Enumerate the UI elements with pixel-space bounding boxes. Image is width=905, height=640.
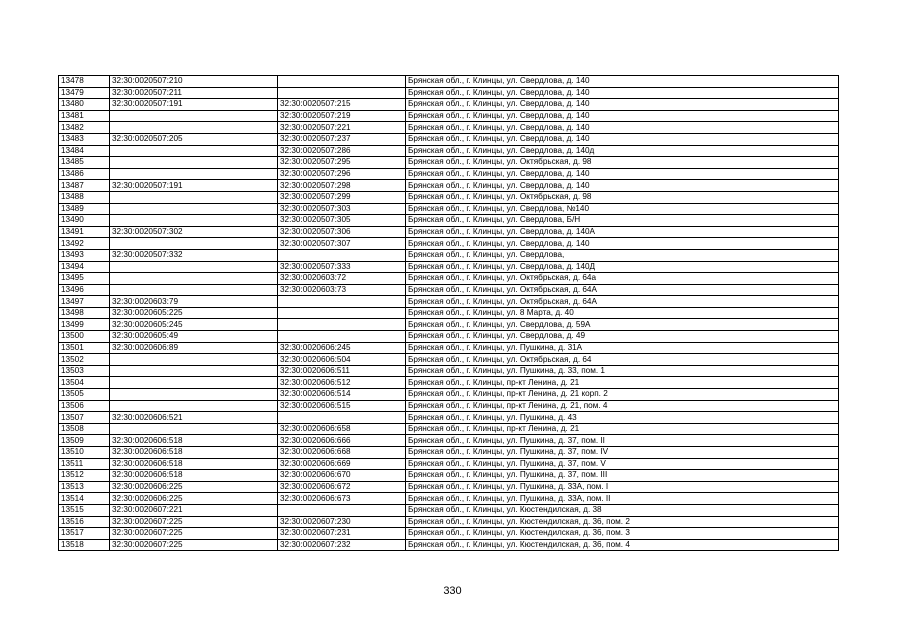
cadastral-number-cell: 32:30:0020605:49 xyxy=(110,331,278,343)
related-cadastral-number-cell xyxy=(278,307,406,319)
table-row xyxy=(59,423,839,435)
address-cell: Брянская обл., г. Клинцы, ул. Свердлова, д. 140 xyxy=(406,133,839,145)
address-cell: Брянская обл., г. Клинцы, пр-кт Ленина, д. 21 корп. 2 xyxy=(406,389,839,401)
related-cadastral-number-cell: 32:30:0020507:333 xyxy=(278,261,406,273)
related-cadastral-number-cell: 32:30:0020507:305 xyxy=(278,215,406,227)
address-cell: Брянская обл., г. Клинцы, ул. Кюстендилская, д. 36, пом. 2 xyxy=(406,516,839,528)
table-row xyxy=(59,377,839,389)
address-cell: Брянская обл., г. Клинцы, ул. Октябрьская, д. 64А xyxy=(406,284,839,296)
table-row xyxy=(59,528,839,540)
related-cadastral-number-cell: 32:30:0020606:670 xyxy=(278,470,406,482)
cadastral-number-cell xyxy=(110,261,278,273)
cadastral-number-cell: 32:30:0020507:211 xyxy=(110,87,278,99)
related-cadastral-number-cell: 32:30:0020606:515 xyxy=(278,400,406,412)
related-cadastral-number-cell: 32:30:0020607:231 xyxy=(278,528,406,540)
related-cadastral-number-cell: 32:30:0020606:512 xyxy=(278,377,406,389)
row-number-cell: 13485 xyxy=(59,157,110,169)
table-row xyxy=(59,539,839,551)
row-number-cell: 13518 xyxy=(59,539,110,551)
related-cadastral-number-cell: 32:30:0020606:673 xyxy=(278,493,406,505)
row-number-cell: 13508 xyxy=(59,423,110,435)
address-cell: Брянская обл., г. Клинцы, ул. Свердлова, д. 140 xyxy=(406,238,839,250)
row-number-cell: 13494 xyxy=(59,261,110,273)
cadastral-number-cell: 32:30:0020507:302 xyxy=(110,226,278,238)
address-cell: Брянская обл., г. Клинцы, ул. Свердлова, Б/Н xyxy=(406,215,839,227)
cadastral-number-cell xyxy=(110,354,278,366)
row-number-cell: 13509 xyxy=(59,435,110,447)
address-cell: Брянская обл., г. Клинцы, ул. Пушкина, д. 37, пом. IV xyxy=(406,447,839,459)
related-cadastral-number-cell: 32:30:0020507:295 xyxy=(278,157,406,169)
table-row xyxy=(59,412,839,424)
table-row xyxy=(59,261,839,273)
row-number-cell: 13516 xyxy=(59,516,110,528)
cadastral-number-cell: 32:30:0020605:225 xyxy=(110,307,278,319)
row-number-cell: 13501 xyxy=(59,342,110,354)
registry-table-body xyxy=(59,76,839,551)
table-row xyxy=(59,122,839,134)
related-cadastral-number-cell: 32:30:0020507:298 xyxy=(278,180,406,192)
table-row xyxy=(59,168,839,180)
cadastral-number-cell xyxy=(110,191,278,203)
row-number-cell: 13510 xyxy=(59,447,110,459)
address-cell: Брянская обл., г. Клинцы, ул. Свердлова, д. 140Д xyxy=(406,261,839,273)
page-number: 330 xyxy=(443,585,462,597)
related-cadastral-number-cell: 32:30:0020603:73 xyxy=(278,284,406,296)
cadastral-number-cell: 32:30:0020507:191 xyxy=(110,180,278,192)
table-row xyxy=(59,354,839,366)
row-number-cell: 13515 xyxy=(59,504,110,516)
related-cadastral-number-cell: 32:30:0020606:514 xyxy=(278,389,406,401)
address-cell: Брянская обл., г. Клинцы, ул. Свердлова, д. 140 xyxy=(406,110,839,122)
row-number-cell: 13483 xyxy=(59,133,110,145)
cadastral-number-cell xyxy=(110,122,278,134)
cadastral-number-cell: 32:30:0020605:245 xyxy=(110,319,278,331)
row-number-cell: 13517 xyxy=(59,528,110,540)
table-row xyxy=(59,203,839,215)
table-row xyxy=(59,191,839,203)
table-row xyxy=(59,180,839,192)
row-number-cell: 13500 xyxy=(59,331,110,343)
address-cell: Брянская обл., г. Клинцы, ул. Свердлова, д. 140 xyxy=(406,168,839,180)
cadastral-number-cell: 32:30:0020507:332 xyxy=(110,249,278,261)
cadastral-number-cell: 32:30:0020607:221 xyxy=(110,504,278,516)
row-number-cell: 13484 xyxy=(59,145,110,157)
table-row xyxy=(59,342,839,354)
cadastral-number-cell xyxy=(110,238,278,250)
table-row xyxy=(59,215,839,227)
address-cell: Брянская обл., г. Клинцы, ул. Свердлова, д. 59А xyxy=(406,319,839,331)
cadastral-number-cell: 32:30:0020606:225 xyxy=(110,481,278,493)
cadastral-number-cell: 32:30:0020507:191 xyxy=(110,99,278,111)
table-row xyxy=(59,284,839,296)
cadastral-number-cell: 32:30:0020606:518 xyxy=(110,470,278,482)
address-cell: Брянская обл., г. Клинцы, ул. Октябрьская, д. 98 xyxy=(406,191,839,203)
address-cell: Брянская обл., г. Клинцы, ул. Свердлова, д. 140 xyxy=(406,87,839,99)
table-row xyxy=(59,470,839,482)
related-cadastral-number-cell: 32:30:0020507:306 xyxy=(278,226,406,238)
table-row xyxy=(59,331,839,343)
related-cadastral-number-cell xyxy=(278,296,406,308)
cadastral-number-cell: 32:30:0020607:225 xyxy=(110,516,278,528)
row-number-cell: 13481 xyxy=(59,110,110,122)
table-row xyxy=(59,389,839,401)
row-number-cell: 13488 xyxy=(59,191,110,203)
row-number-cell: 13512 xyxy=(59,470,110,482)
table-row xyxy=(59,493,839,505)
table-row xyxy=(59,447,839,459)
cadastral-number-cell xyxy=(110,145,278,157)
row-number-cell: 13492 xyxy=(59,238,110,250)
row-number-cell: 13496 xyxy=(59,284,110,296)
related-cadastral-number-cell: 32:30:0020507:296 xyxy=(278,168,406,180)
cadastral-number-cell: 32:30:0020606:518 xyxy=(110,447,278,459)
address-cell: Брянская обл., г. Клинцы, ул. Свердлова, д. 140д xyxy=(406,145,839,157)
table-row xyxy=(59,157,839,169)
row-number-cell: 13495 xyxy=(59,273,110,285)
related-cadastral-number-cell: 32:30:0020507:221 xyxy=(278,122,406,134)
related-cadastral-number-cell xyxy=(278,319,406,331)
related-cadastral-number-cell: 32:30:0020606:666 xyxy=(278,435,406,447)
table-row xyxy=(59,76,839,88)
address-cell: Брянская обл., г. Клинцы, ул. Пушкина, д. 33А, пом. II xyxy=(406,493,839,505)
related-cadastral-number-cell: 32:30:0020607:230 xyxy=(278,516,406,528)
address-cell: Брянская обл., г. Клинцы, ул. Октябрьская, д. 64А xyxy=(406,296,839,308)
address-cell: Брянская обл., г. Клинцы, ул. Кюстендилская, д. 36, пом. 4 xyxy=(406,539,839,551)
related-cadastral-number-cell: 32:30:0020507:219 xyxy=(278,110,406,122)
address-cell: Брянская обл., г. Клинцы, ул. Свердлова, д. 140А xyxy=(406,226,839,238)
address-cell: Брянская обл., г. Клинцы, ул. Пушкина, д. 37, пом. III xyxy=(406,470,839,482)
row-number-cell: 13511 xyxy=(59,458,110,470)
table-row xyxy=(59,458,839,470)
address-cell: Брянская обл., г. Клинцы, ул. Кюстендилская, д. 36, пом. 3 xyxy=(406,528,839,540)
address-cell: Брянская обл., г. Клинцы, ул. Пушкина, д. 37, пом. II xyxy=(406,435,839,447)
row-number-cell: 13507 xyxy=(59,412,110,424)
address-cell: Брянская обл., г. Клинцы, ул. Свердлова, д. 140 xyxy=(406,76,839,88)
table-row xyxy=(59,481,839,493)
row-number-cell: 13478 xyxy=(59,76,110,88)
cadastral-number-cell: 32:30:0020507:205 xyxy=(110,133,278,145)
related-cadastral-number-cell: 32:30:0020606:668 xyxy=(278,447,406,459)
table-row xyxy=(59,87,839,99)
row-number-cell: 13486 xyxy=(59,168,110,180)
cadastral-number-cell xyxy=(110,389,278,401)
table-row xyxy=(59,99,839,111)
cadastral-number-cell: 32:30:0020603:79 xyxy=(110,296,278,308)
row-number-cell: 13514 xyxy=(59,493,110,505)
table-row xyxy=(59,307,839,319)
table-row xyxy=(59,226,839,238)
cadastral-number-cell: 32:30:0020606:518 xyxy=(110,458,278,470)
cadastral-number-cell xyxy=(110,157,278,169)
related-cadastral-number-cell: 32:30:0020606:504 xyxy=(278,354,406,366)
address-cell: Брянская обл., г. Клинцы, ул. Свердлова, д. 49 xyxy=(406,331,839,343)
address-cell: Брянская обл., г. Клинцы, ул. Свердлова, д. 140 xyxy=(406,122,839,134)
cadastral-number-cell xyxy=(110,168,278,180)
related-cadastral-number-cell: 32:30:0020507:299 xyxy=(278,191,406,203)
cadastral-number-cell: 32:30:0020606:521 xyxy=(110,412,278,424)
related-cadastral-number-cell xyxy=(278,412,406,424)
related-cadastral-number-cell xyxy=(278,504,406,516)
table-row xyxy=(59,110,839,122)
row-number-cell: 13479 xyxy=(59,87,110,99)
address-cell: Брянская обл., г. Клинцы, ул. Свердлова, №140 xyxy=(406,203,839,215)
row-number-cell: 13504 xyxy=(59,377,110,389)
cadastral-number-cell xyxy=(110,203,278,215)
row-number-cell: 13491 xyxy=(59,226,110,238)
row-number-cell: 13490 xyxy=(59,215,110,227)
row-number-cell: 13502 xyxy=(59,354,110,366)
table-row xyxy=(59,273,839,285)
related-cadastral-number-cell xyxy=(278,76,406,88)
address-cell: Брянская обл., г. Клинцы, ул. Октябрьская, д. 64а xyxy=(406,273,839,285)
row-number-cell: 13493 xyxy=(59,249,110,261)
address-cell: Брянская обл., г. Клинцы, пр-кт Ленина, д. 21 xyxy=(406,423,839,435)
row-number-cell: 13489 xyxy=(59,203,110,215)
cadastral-number-cell xyxy=(110,400,278,412)
cadastral-number-cell xyxy=(110,423,278,435)
address-cell: Брянская обл., г. Клинцы, ул. Пушкина, д. 43 xyxy=(406,412,839,424)
table-row xyxy=(59,296,839,308)
related-cadastral-number-cell: 32:30:0020606:669 xyxy=(278,458,406,470)
related-cadastral-number-cell xyxy=(278,249,406,261)
related-cadastral-number-cell: 32:30:0020606:672 xyxy=(278,481,406,493)
cadastral-number-cell xyxy=(110,215,278,227)
address-cell: Брянская обл., г. Клинцы, ул. Пушкина, д. 33А, пом. I xyxy=(406,481,839,493)
cadastral-number-cell xyxy=(110,284,278,296)
cadastral-number-cell: 32:30:0020606:89 xyxy=(110,342,278,354)
cadastral-number-cell xyxy=(110,377,278,389)
row-number-cell: 13505 xyxy=(59,389,110,401)
related-cadastral-number-cell: 32:30:0020606:511 xyxy=(278,365,406,377)
table-row xyxy=(59,400,839,412)
cadastral-number-cell: 32:30:0020606:225 xyxy=(110,493,278,505)
table-row xyxy=(59,238,839,250)
row-number-cell: 13482 xyxy=(59,122,110,134)
row-number-cell: 13487 xyxy=(59,180,110,192)
address-cell: Брянская обл., г. Клинцы, ул. Свердлова, xyxy=(406,249,839,261)
address-cell: Брянская обл., г. Клинцы, пр-кт Ленина, д. 21 xyxy=(406,377,839,389)
related-cadastral-number-cell: 32:30:0020507:215 xyxy=(278,99,406,111)
related-cadastral-number-cell: 32:30:0020507:286 xyxy=(278,145,406,157)
related-cadastral-number-cell: 32:30:0020606:658 xyxy=(278,423,406,435)
address-cell: Брянская обл., г. Клинцы, ул. Пушкина, д. 37, пом. V xyxy=(406,458,839,470)
row-number-cell: 13498 xyxy=(59,307,110,319)
table-row xyxy=(59,365,839,377)
address-cell: Брянская обл., г. Клинцы, пр-кт Ленина, д. 21, пом. 4 xyxy=(406,400,839,412)
address-cell: Брянская обл., г. Клинцы, ул. Октябрьская, д. 64 xyxy=(406,354,839,366)
related-cadastral-number-cell: 32:30:0020607:232 xyxy=(278,539,406,551)
table-row xyxy=(59,145,839,157)
row-number-cell: 13499 xyxy=(59,319,110,331)
related-cadastral-number-cell: 32:30:0020606:245 xyxy=(278,342,406,354)
related-cadastral-number-cell: 32:30:0020507:237 xyxy=(278,133,406,145)
address-cell: Брянская обл., г. Клинцы, ул. Свердлова, д. 140 xyxy=(406,180,839,192)
address-cell: Брянская обл., г. Клинцы, ул. Кюстендилская, д. 38 xyxy=(406,504,839,516)
registry-table xyxy=(58,75,839,551)
table-row xyxy=(59,249,839,261)
cadastral-number-cell: 32:30:0020607:225 xyxy=(110,539,278,551)
address-cell: Брянская обл., г. Клинцы, ул. 8 Марта, д. 40 xyxy=(406,307,839,319)
table-row xyxy=(59,133,839,145)
row-number-cell: 13497 xyxy=(59,296,110,308)
address-cell: Брянская обл., г. Клинцы, ул. Пушкина, д. 31А xyxy=(406,342,839,354)
related-cadastral-number-cell: 32:30:0020507:307 xyxy=(278,238,406,250)
cadastral-number-cell xyxy=(110,273,278,285)
row-number-cell: 13503 xyxy=(59,365,110,377)
cadastral-number-cell xyxy=(110,110,278,122)
address-cell: Брянская обл., г. Клинцы, ул. Пушкина, д. 33, пом. 1 xyxy=(406,365,839,377)
row-number-cell: 13513 xyxy=(59,481,110,493)
cadastral-number-cell: 32:30:0020507:210 xyxy=(110,76,278,88)
table-row xyxy=(59,516,839,528)
related-cadastral-number-cell xyxy=(278,87,406,99)
table-row xyxy=(59,319,839,331)
row-number-cell: 13506 xyxy=(59,400,110,412)
cadastral-number-cell: 32:30:0020607:225 xyxy=(110,528,278,540)
cadastral-number-cell: 32:30:0020606:518 xyxy=(110,435,278,447)
related-cadastral-number-cell: 32:30:0020507:303 xyxy=(278,203,406,215)
address-cell: Брянская обл., г. Клинцы, ул. Свердлова, д. 140 xyxy=(406,99,839,111)
row-number-cell: 13480 xyxy=(59,99,110,111)
table-row xyxy=(59,435,839,447)
related-cadastral-number-cell: 32:30:0020603:72 xyxy=(278,273,406,285)
related-cadastral-number-cell xyxy=(278,331,406,343)
address-cell: Брянская обл., г. Клинцы, ул. Октябрьская, д. 98 xyxy=(406,157,839,169)
cadastral-number-cell xyxy=(110,365,278,377)
table-row xyxy=(59,504,839,516)
